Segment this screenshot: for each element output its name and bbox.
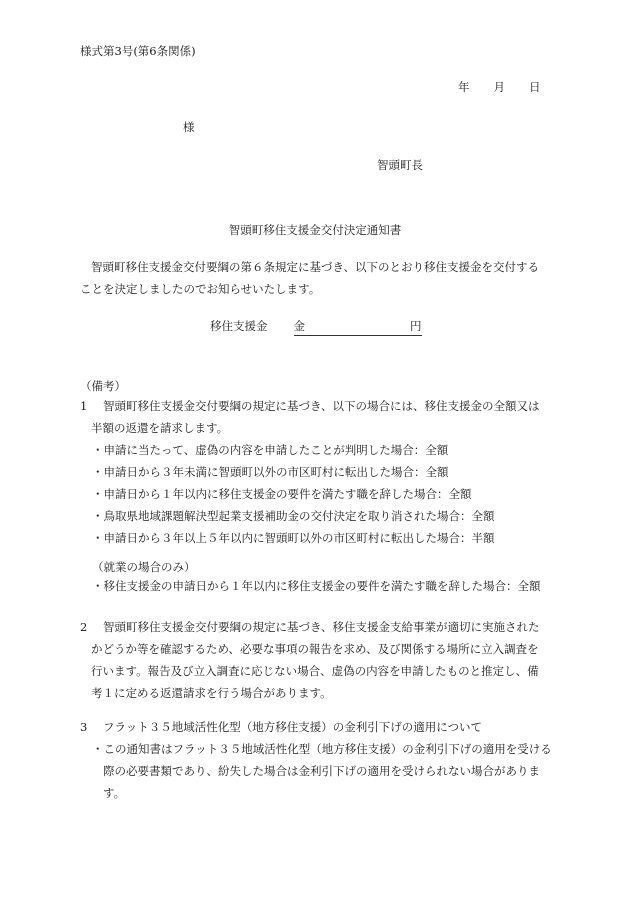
issuer: 智頭町長 <box>377 158 423 172</box>
notes-heading: （備考） <box>80 379 126 393</box>
note1-list <box>92 439 552 549</box>
note3-line-1: ・この通知書はフラット３５地域活性化型（地方移住支援）の金利引下げの適用を受ける <box>92 742 552 756</box>
body-line-2: ことを決定しましたのでお知らせいたします。 <box>80 282 321 296</box>
note2-text-1: 智頭町移住支援金交付要綱の規定に基づき、移住支援金支給事業が適切に実施された <box>103 620 540 634</box>
note2-number: 2 <box>80 620 88 634</box>
note1-line-1 <box>80 395 540 417</box>
note1-text-1: 智頭町移住支援金交付要綱の規定に基づき、以下の場合には、移住支援金の全額又は <box>103 399 540 413</box>
note3-number: 3 <box>80 720 88 734</box>
amount-unit: 円 <box>410 319 422 333</box>
note3-line-2: 際の必要書類であり、紛失した場合は金利引下げの適用を受けられない場合がありま <box>103 764 540 778</box>
note2-line-2: かどうか等を確認するため、必要な事項の報告を求め、及び関係する場所に立入調査を <box>91 642 539 656</box>
amount-prefix: 金 <box>293 319 305 333</box>
list-item: ・移住支援金の申請日から１年以内に移住支援金の要件を満たす職を辞した場合：全額 <box>92 579 541 593</box>
list-item: ・申請日から１年以内に移住支援金の要件を満たす職を辞した場合：全額 <box>92 487 472 501</box>
list-item: ・申請日から３年以上５年以内に智頭町以外の市区町村に転出した場合：半額 <box>92 531 495 545</box>
employment-list <box>92 575 552 597</box>
note1-number: 1 <box>80 399 88 413</box>
date-line <box>458 79 541 95</box>
document-title: 智頭町移住支援金交付決定通知書 <box>228 223 402 237</box>
date-year: 年 <box>458 80 470 94</box>
body-paragraph <box>80 256 550 300</box>
amount-label: 移住支援金 <box>210 319 268 333</box>
employment-heading: （就業の場合のみ） <box>92 560 196 574</box>
note2-line-1 <box>80 616 540 638</box>
list-item: ・申請に当たって、虚偽の内容を申請したことが判明した場合：全額 <box>92 443 449 457</box>
addressee: 様 <box>183 120 195 134</box>
list-item: ・申請日から３年未満に智頭町以外の市区町村に転出した場合：全額 <box>92 465 449 479</box>
note2-line-3: 行います。報告及び立入調査に応じない場合、虚偽の内容を申請したものと推定し、備 <box>91 664 539 678</box>
date-month: 月 <box>493 80 505 94</box>
date-day: 日 <box>529 80 541 94</box>
amount-field <box>294 318 422 336</box>
amount-row <box>210 318 422 336</box>
note3-heading <box>80 716 482 738</box>
body-line-1: 智頭町移住支援金交付要綱の第６条規定に基づき、以下のとおり移住支援金を交付する <box>91 260 540 274</box>
note2-line-4: 考１に定める返還請求を行う場合があります。 <box>91 686 332 700</box>
list-item: ・鳥取県地域課題解決型起業支援補助金の交付決定を取り消された場合：全額 <box>92 509 495 523</box>
note3-line-3: す。 <box>103 786 126 800</box>
note1-line-2: 半額の返還を請求します。 <box>91 421 229 435</box>
note3-heading-text: フラット３５地域活性化型（地方移住支援）の金利引下げの適用について <box>103 720 483 734</box>
form-number: 様式第3号(第6条関係) <box>80 44 196 58</box>
